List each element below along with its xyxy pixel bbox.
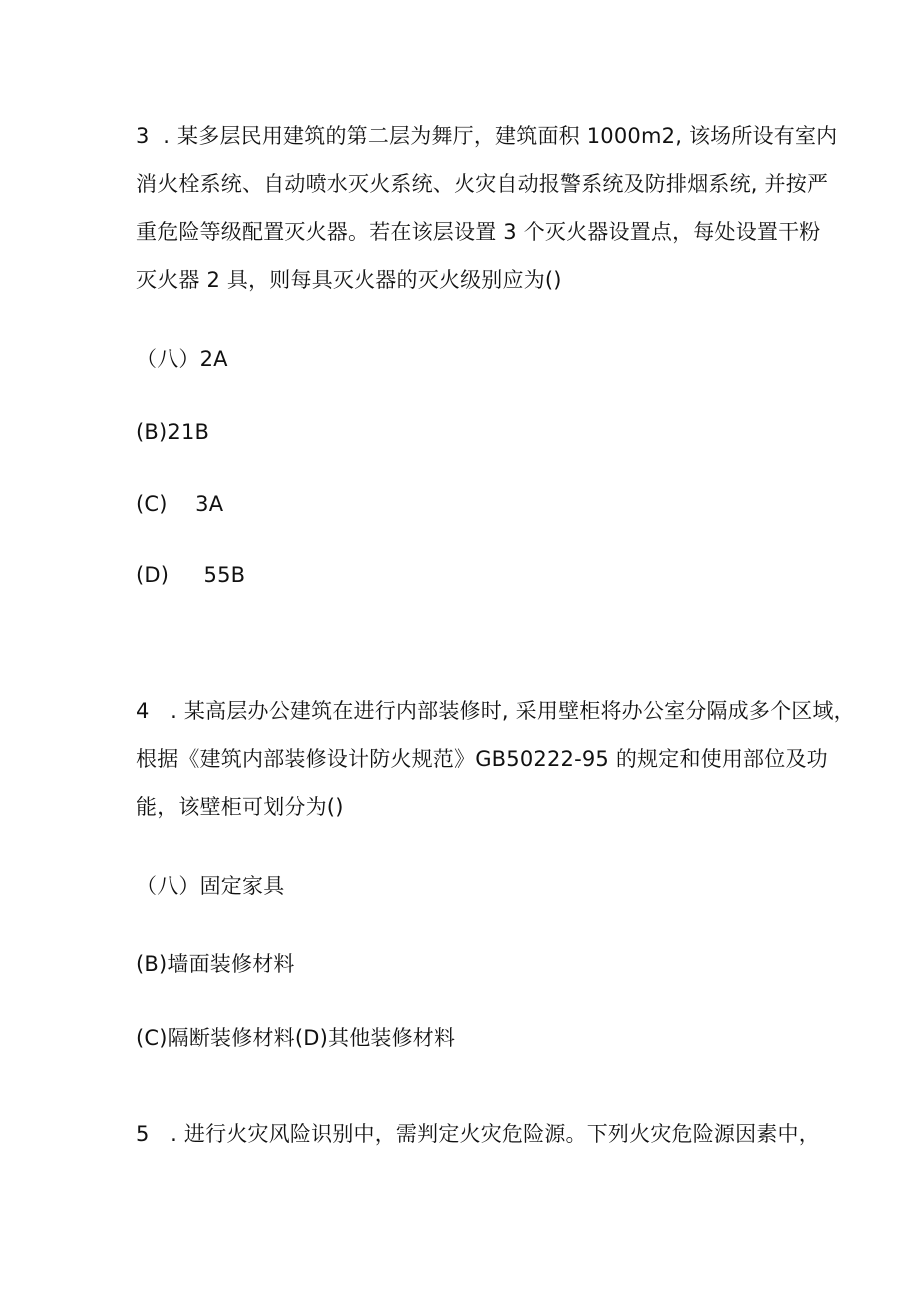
- question-3-stem-line-1: 3 . 某多层民用建筑的第二层为舞厅，建筑面积 1000m2, 该场所设有室内: [136, 124, 838, 148]
- question-3-stem-line-2: 消火栓系统、自动喷水灭火系统、火灾自动报警系统及防排烟系统, 并按严: [136, 172, 829, 196]
- question-3-stem-line-3: 重危险等级配置灭火器。若在该层设置 3 个灭火器设置点，每处设置干粉: [136, 220, 821, 244]
- question-3-option-d: (D) 55B: [136, 563, 246, 587]
- question-4-stem-line-2: 根据《建筑内部装修设计防火规范》GB50222-95 的规定和使用部位及功: [136, 747, 828, 771]
- question-4-option-c-d: (C)隔断装修材料(D)其他装修材料: [136, 1026, 456, 1050]
- question-4-option-b: (B)墙面装修材料: [136, 952, 295, 976]
- question-3-option-b: (B)21B: [136, 420, 210, 444]
- question-5-stem-line-1: 5 . 进行火灾风险识别中，需判定火灾危险源。下列火灾危险源因素中，: [136, 1122, 820, 1146]
- question-4-stem-line-3: 能，该壁柜可划分为(): [136, 795, 344, 819]
- question-3-option-a: （八）2A: [136, 347, 228, 371]
- question-4-stem-line-1: 4 . 某高层办公建筑在进行内部装修时, 采用壁柜将办公室分隔成多个区域，: [136, 699, 855, 723]
- question-4-option-a: （八）固定家具: [136, 874, 285, 898]
- question-3-stem-line-4: 灭火器 2 具，则每具灭火器的灭火级别应为(): [136, 268, 562, 292]
- question-3-option-c: (C) 3A: [136, 492, 224, 516]
